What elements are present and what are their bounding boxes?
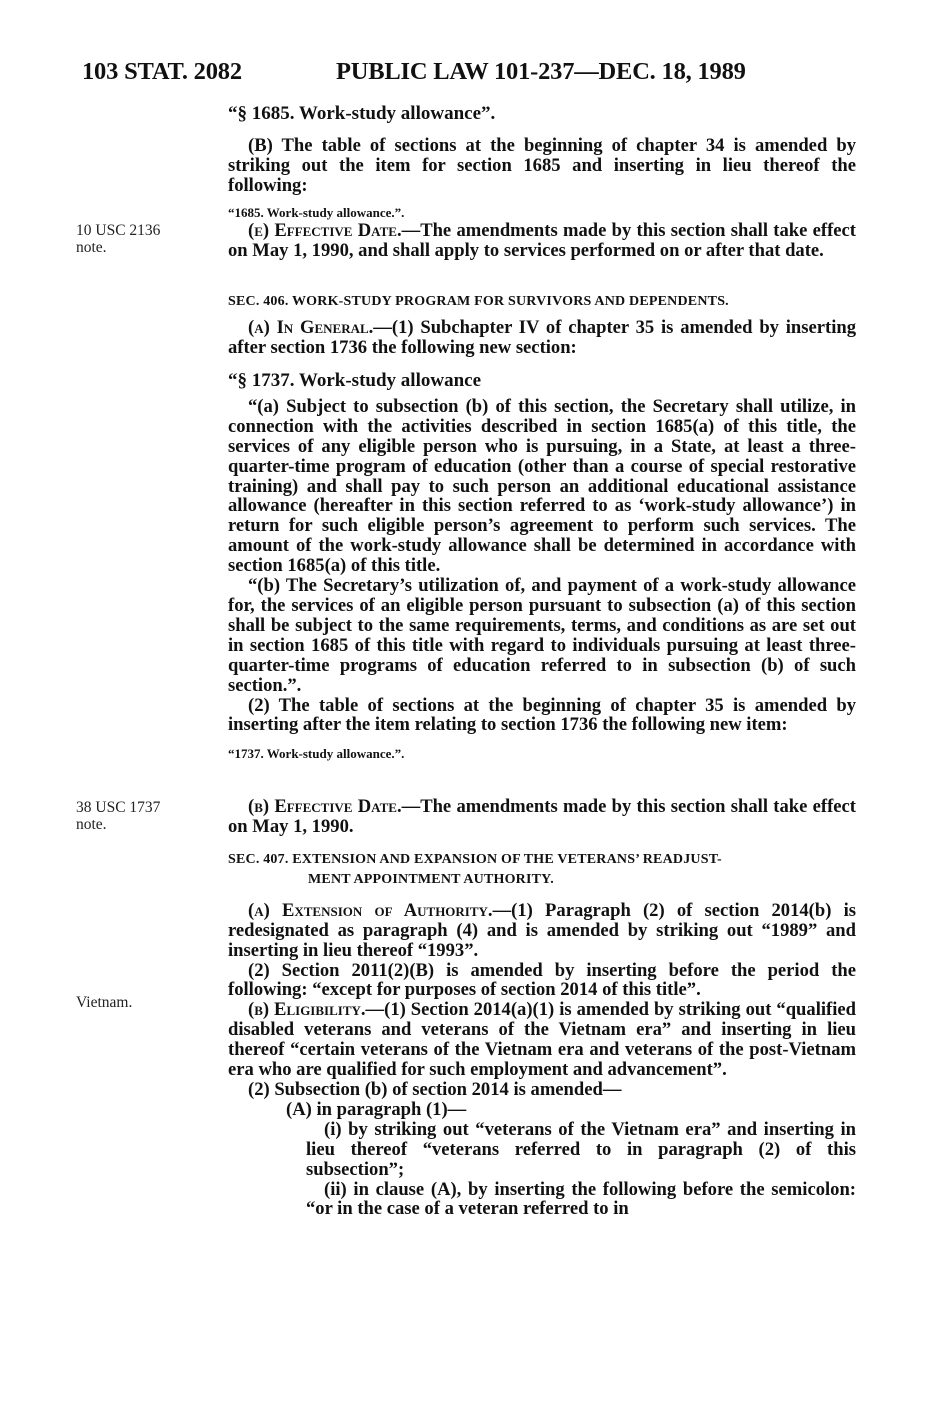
paragraph-a-in-general: [228, 318, 856, 358]
margin-note-line: note.: [76, 239, 107, 256]
block-section-1685: [228, 104, 856, 223]
label-effective-date: (e) Effective Date.: [248, 220, 402, 241]
paragraph-subsection-b: (2) Subsection (b) of section 2014 is amended—: [248, 1078, 622, 1100]
paragraph-A: (A) in paragraph (1)—: [286, 1098, 467, 1120]
paragraph-b-table: (B) The table of sections at the beginning of chapter 34 is amended by striking out the item for section 1685 and inserting in lieu thereof the following:: [228, 134, 856, 196]
margin-note-38-usc: [76, 799, 160, 833]
heading-1685: “§ 1685. Work-study allowance”.: [228, 103, 496, 124]
section-406-heading: SEC. 406. WORK-STUDY PROGRAM FOR SURVIVORS AND DEPENDENTS.: [228, 294, 729, 309]
label-effective-date-b: (b) Effective Date.: [248, 796, 402, 817]
text-in-general: —(1) Subchapter IV of chapter 35 is amended by inserting after section 1736 the following new section:: [228, 316, 857, 358]
text-effective-date-b: —The amendments made by this section shall take effect on May 1, 1990.: [228, 796, 856, 837]
label-eligibility: (b) Eligibility.: [248, 999, 366, 1021]
margin-note-line: note.: [76, 816, 107, 833]
page-header: [82, 58, 852, 92]
table-item-1685: “1685. Work-study allowance.”.: [228, 204, 405, 220]
paragraph-1737-a: “(a) Subject to subsection (b) of this section, the Secretary shall utilize, in connection with the activities described in section 1685(a) of this title, the services of any eligible person who is pursuing, in a State, at least a three-quarter-time program of education (other than a course of special restorative training) and shall pay to such person an additional educational assistance allowance (hereafter in this section referred to as ‘work-study allowance’) in return for such eligible person’s agreement to perform such services. The amount of the work-study allowance shall be determined in accordance with section 1685(a) of this title.: [228, 395, 856, 577]
law-citation: PUBLIC LAW 101-237—DEC. 18, 1989: [336, 58, 746, 85]
table-item-1737: “1737. Work-study allowance.”.: [228, 746, 405, 762]
label-in-general: (a) In General.: [248, 316, 374, 338]
block-section-1737: [228, 371, 856, 764]
margin-note-line: 10 USC 2136: [76, 222, 161, 239]
section-407-heading-line1: SEC. 407. EXTENSION AND EXPANSION OF THE VETERANS’ READJUST-: [228, 852, 722, 867]
margin-note-10-usc: [76, 222, 160, 256]
stat-citation: 103 STAT. 2082: [82, 58, 242, 85]
paragraph-e-effective-date: [228, 221, 856, 261]
text-extension-of-authority: —(1) Paragraph (2) of section 2014(b) is redesignated as paragraph (4) and is amended by striking out “1989” and inserting in lieu thereof “1993”.: [228, 899, 856, 961]
text-effective-date: —The amendments made by this section shall take effect on May 1, 1990, and shall apply to services performed on or after that date.: [228, 220, 856, 261]
margin-note-line: 38 USC 1737: [76, 799, 161, 816]
text-eligibility: —(1) Section 2014(a)(1) is amended by striking out “qualified disabled veterans and veterans of the Vietnam era” and inserting in lieu thereof “certain veterans of the Vietnam era and veterans of the post-Vietnam era who are qualified for such employment and advancement”.: [228, 999, 856, 1081]
paragraph-extension-of-authority: [228, 901, 856, 961]
paragraph-eligibility: [228, 1000, 856, 1080]
paragraph-i: (i) by striking out “veterans of the Vietnam era” and inserting in lieu thereof “veterans referred to in paragraph (2) of this subsection”;: [306, 1118, 856, 1180]
section-407-heading-line2: MENT APPOINTMENT AUTHORITY.: [308, 871, 554, 887]
block-effective-date-b: [228, 797, 856, 837]
margin-note-vietnam: Vietnam.: [76, 994, 133, 1011]
block-sec-407: [228, 850, 856, 1219]
heading-1737: “§ 1737. Work-study allowance: [228, 370, 482, 391]
paragraph-b-effective-date: [228, 797, 856, 837]
block-effective-date-e: [228, 221, 856, 261]
paragraph-1737-b: “(b) The Secretary’s utilization of, and payment of a work-study allowance for, the services of an eligible person pursuant to subsection (a) of this section shall be subject to the same requirements, terms, and conditions as are set out in section 1685 of this title with regard to individuals pursuing at least three-quarter-time programs of education referred to in subsection (b) of such section.”.: [228, 575, 856, 696]
paragraph-2-table: (2) The table of sections at the beginning of chapter 35 is amended by inserting after the item relating to section 1736 the following new item:: [228, 694, 856, 736]
paragraph-ii: (ii) in clause (A), by inserting the following before the semicolon: “or in the case of a veteran referred to in: [306, 1178, 856, 1220]
paragraph-section-2011: (2) Section 2011(2)(B) is amended by inserting before the period the following: “except for purposes of section 2014 of this title”.: [228, 959, 856, 1001]
label-extension-of-authority: (a) Extension of Authority.: [248, 899, 493, 921]
block-sec-406: [228, 292, 856, 358]
